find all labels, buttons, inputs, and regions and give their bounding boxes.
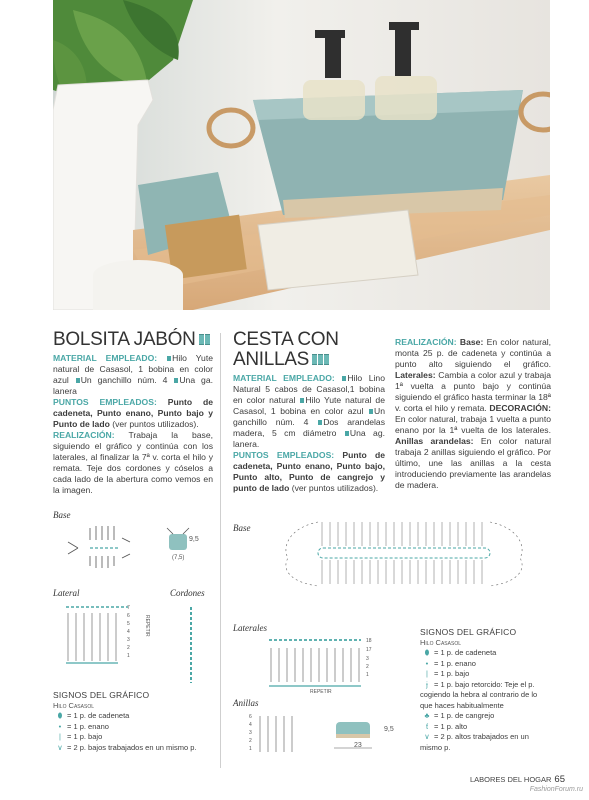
crab-stitch-icon: ♣ — [424, 711, 430, 720]
row-17: 17 — [366, 647, 372, 653]
puntos-note: (ver puntos utilizados). — [291, 483, 379, 493]
difficulty-spool-icon — [324, 354, 329, 365]
signos-sub: Hilo Casasol — [53, 700, 94, 710]
column-divider — [220, 333, 221, 768]
difficulty-spool-icon — [312, 354, 317, 365]
material-text: Hilo Lino Natural 5 cabos de Casasol,1 bobina en color natural — [233, 373, 385, 405]
slip-stitch-icon: • — [58, 721, 62, 731]
row-2: 2 — [366, 664, 369, 670]
lateral-row-number: 2 — [127, 645, 130, 651]
dim-75: (7,5) — [172, 555, 185, 561]
title-bolsita: BOLSITA JABÓN — [53, 330, 213, 350]
signos-title: SIGNOS DEL GRÁFICO — [420, 627, 517, 637]
signos-item: • = 1 p. enano — [53, 722, 218, 733]
lateral-row-number: 3 — [127, 637, 130, 643]
photo-illustration — [53, 0, 550, 310]
row-18: 18 — [366, 638, 372, 644]
difficulty-spool-icon — [205, 334, 210, 345]
realizacion-text: Trabaja la base, siguiendo el gráfico y continúa con los laterales, al finalizar la 7ª v. corta el hilo y remata. Teje dos cordones y cóselos a cada lado de la abertura como vemos en la imagen. — [53, 430, 213, 495]
difficulty-spool-icon — [199, 334, 204, 345]
laterales-stitches — [271, 648, 359, 682]
base-left-chart — [60, 520, 140, 570]
laterales-label: Laterales: — [395, 370, 436, 380]
material-text: Una ag. lanera. — [233, 428, 386, 449]
base-text: En color natural, monta 25 p. de cadeneta y continúa a punto alto siguiendo el gráfico. — [395, 337, 552, 369]
realizacion-label: REALIZACIÓN: — [395, 337, 457, 347]
twisted-stitch-icon: ɉ — [426, 679, 428, 689]
signos-item: ⬮ = 1 p. de cadeneta — [420, 648, 550, 659]
material-text: Dos arandelas madera, 5 cm diámetro — [233, 417, 386, 438]
signos-item: | = 1 p. bajo — [53, 732, 218, 743]
bullet-icon — [167, 356, 171, 361]
basket-dimension-diagram — [330, 716, 380, 756]
chain-icon: ⬮ — [57, 711, 63, 720]
base-label: Base: — [459, 337, 484, 347]
repetir-laterales: REPETIR — [310, 689, 332, 695]
chart-label-cordones: Cordones — [170, 588, 205, 598]
anillas-row-number: 3 — [249, 730, 252, 736]
page-footer: LABORES DEL HOGAR 65 — [470, 774, 565, 785]
anillas-label: Anillas arandelas: — [395, 436, 474, 446]
bullet-icon — [76, 378, 80, 383]
material-text: Un ganchillo núm. 4 — [80, 375, 168, 385]
laterales-chart — [265, 636, 375, 692]
signos-item: | = 1 p. bajo — [420, 669, 550, 680]
left-column — [53, 330, 213, 496]
puntos-note: (ver puntos utilizados). — [112, 419, 199, 429]
bullet-icon — [318, 420, 322, 425]
repetir-lateral: REPETIR — [144, 615, 150, 637]
difficulty-spool-icon — [318, 354, 323, 365]
right-column — [395, 337, 551, 491]
signos-title: SIGNOS DEL GRÁFICO — [53, 690, 150, 700]
signos-item: ♣ = 1 p. de cangrejo — [420, 711, 550, 722]
chart-label-laterales: Laterales — [233, 623, 268, 633]
slip-stitch-icon: • — [425, 658, 429, 668]
anillas-row-number: 1 — [249, 746, 252, 752]
dim-95-right: 9,5 — [384, 726, 394, 733]
row-3: 3 — [366, 656, 369, 662]
dim-23: 23 — [354, 742, 362, 749]
chain-icon: ⬮ — [424, 648, 430, 657]
signos-item: ɉ = 1 p. bajo retorcido: Teje el p. cogiendo la hebra al contrario de lo que haces habitualmente — [420, 679, 538, 710]
decoracion-label: DECORACIÓN: — [489, 403, 551, 413]
puntos-text: Punto de cadeneta, Punto enano, Punto bajo, Punto alto, Punto de cangrejo y punto de lado — [233, 450, 385, 493]
signos-item: ∨ = 2 p. bajos trabajados en un mismo p. — [53, 743, 218, 754]
page-number: 65 — [554, 774, 565, 785]
material-label: MATERIAL EMPLEADO: — [233, 373, 335, 383]
product-photo — [53, 0, 550, 310]
realizacion-label: REALIZACIÓN: — [53, 430, 115, 440]
anillas-row-number: 4 — [249, 722, 252, 728]
puntos-text: Punto de cadeneta, Punto enano, Punto bajo y Punto de lado — [53, 397, 213, 429]
watermark: FashionForum.ru — [529, 786, 583, 793]
laterales-text: Cambia a color azul y trabaja 1ª vuelta a punto bajo y continúa siguiendo el gráfico hasta terminar la 18ª v. corta el hilo y remata. — [395, 370, 551, 413]
signos-item: ∨ = 2 p. altos trabajados en un mismo p. — [420, 732, 529, 752]
cordones-chart — [186, 605, 196, 685]
bullet-icon — [345, 431, 349, 436]
chart-label-lateral: Lateral — [53, 588, 80, 598]
anillas-chart — [248, 712, 308, 756]
lateral-row-number: 7 — [127, 605, 130, 611]
bullet-icon — [342, 376, 346, 381]
double-crochet-icon: ƭ — [425, 721, 429, 731]
anillas-stitches — [260, 716, 292, 752]
material-text: Hilo Yute natural de Casasol, 1 bobina en color azul — [53, 353, 213, 385]
anillas-text: En color natural trabaja 2 anillas siguiendo el gráfico. Por último, une las anillas a la cesta introduciendo previamente las arandelas de madera. — [395, 436, 551, 490]
row-1: 1 — [366, 672, 369, 678]
signos-right — [420, 627, 550, 753]
lateral-row-number: 4 — [127, 629, 130, 635]
chart-label-anillas: Anillas — [233, 698, 259, 708]
bullet-icon — [369, 409, 373, 414]
signos-item: ƭ = 1 p. alto — [420, 722, 550, 733]
decoracion-text: En color natural, trabaja 1 vuelta a punto enano por la 1ª vuelta de los laterales. — [395, 414, 551, 435]
dim-95-left: 9,5 — [189, 536, 199, 543]
lateral-row-number: 5 — [127, 621, 130, 627]
signos-item: • = 1 p. enano — [420, 659, 550, 670]
signos-left — [53, 690, 218, 753]
lateral-row-number: 6 — [127, 613, 130, 619]
material-label: MATERIAL EMPLEADO: — [53, 353, 158, 363]
single-crochet-icon: | — [426, 669, 428, 678]
increase-icon: ∨ — [57, 742, 63, 752]
material-text: Una ga. lanera — [53, 375, 213, 396]
chart-label-base-right: Base — [233, 523, 251, 533]
puntos-label: PUNTOS EMPLEADOS: — [233, 450, 335, 460]
chart-label-base-left: Base — [53, 510, 71, 520]
increase-icon: ∨ — [424, 732, 430, 741]
puntos-label: PUNTOS EMPLEADOS: — [53, 397, 157, 407]
title-cesta: CESTA CON ANILLAS — [233, 329, 339, 370]
middle-column — [233, 330, 385, 494]
anillas-row-number: 6 — [249, 714, 252, 720]
base-stitches — [322, 522, 482, 584]
signos-sub: Hilo Casasol — [420, 637, 461, 647]
material-text: Hilo Yute natural de Casasol, 1 bobina en color azul — [233, 395, 385, 416]
base-right-chart — [278, 518, 530, 590]
anillas-row-number: 2 — [249, 738, 252, 744]
single-crochet-icon: | — [59, 732, 61, 741]
lateral-row-number: 1 — [127, 653, 130, 659]
signos-item: ⬮ = 1 p. de cadeneta — [53, 711, 218, 722]
material-text: Un ganchillo núm. 4 — [233, 406, 385, 427]
bullet-icon — [174, 378, 178, 383]
lateral-stitches — [68, 613, 116, 661]
bullet-icon — [300, 398, 304, 403]
